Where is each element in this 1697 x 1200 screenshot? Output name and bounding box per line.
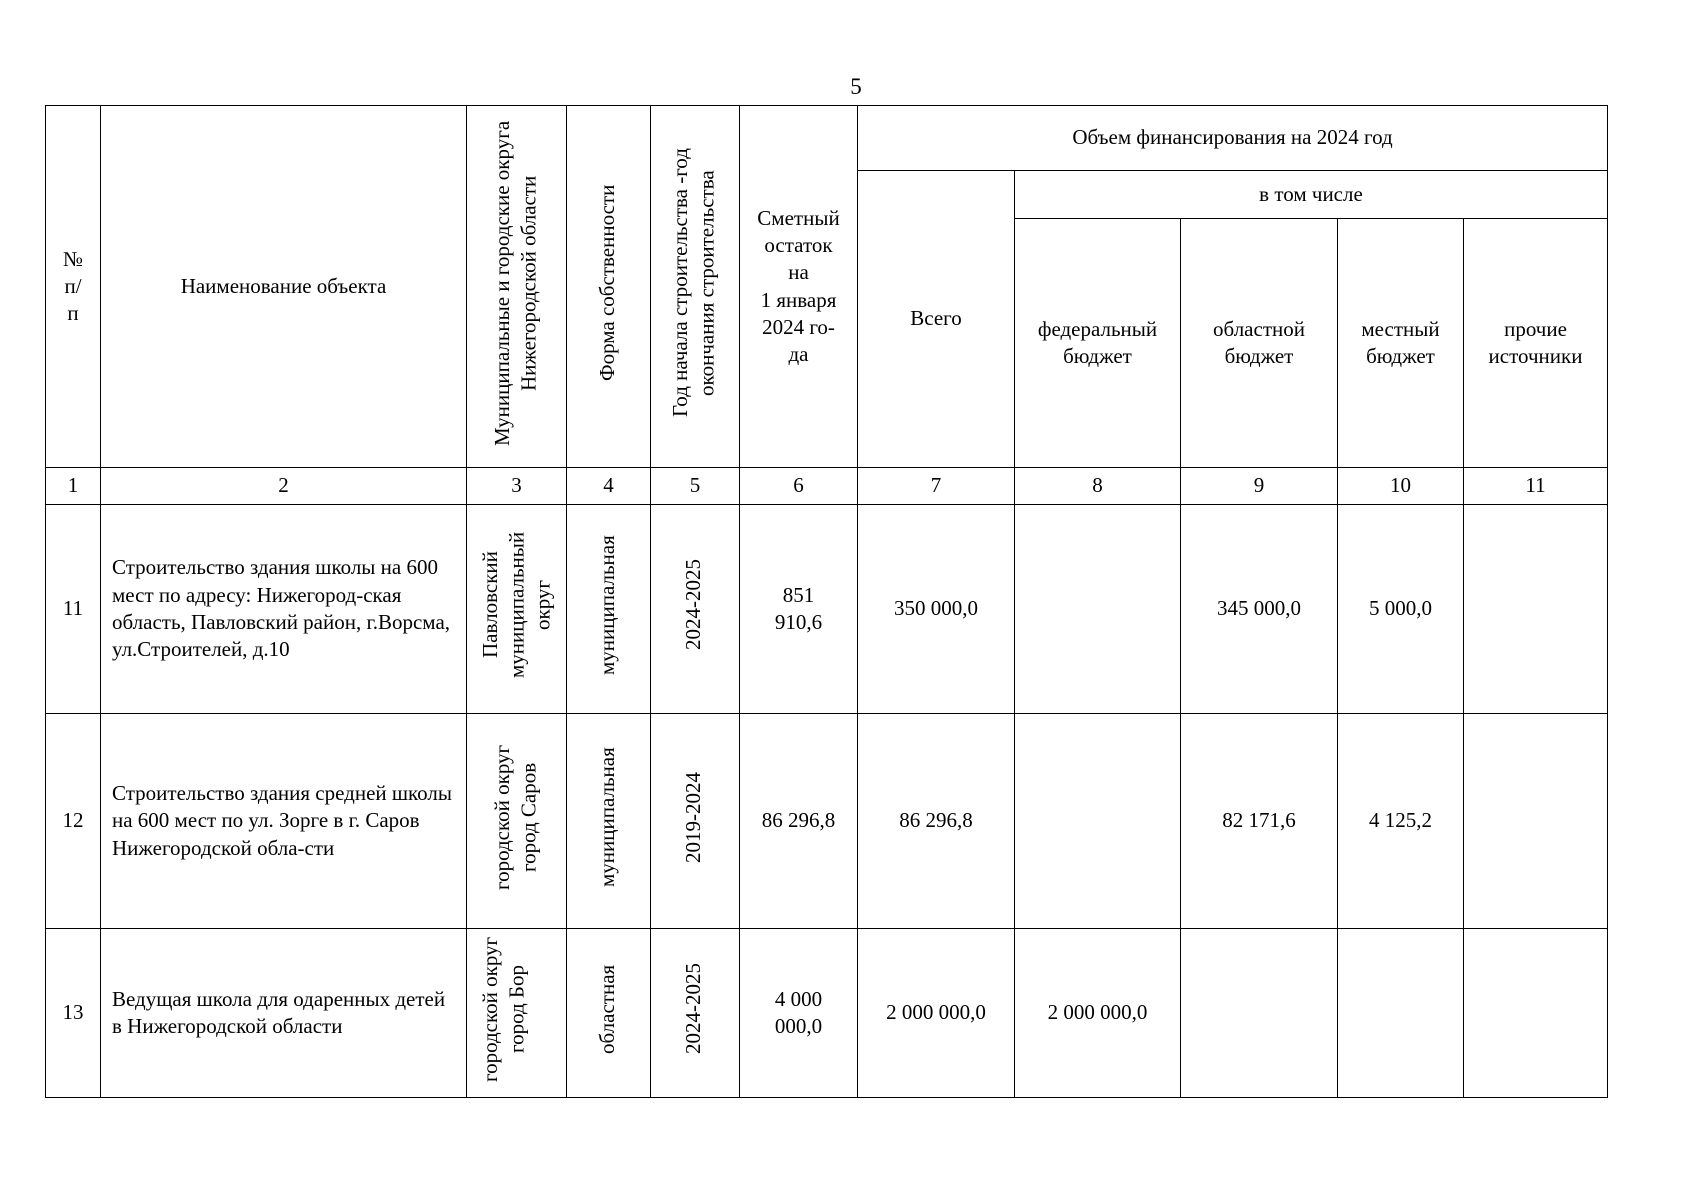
years-cell [651, 505, 740, 714]
district: Павловский муниципальный округ [477, 532, 554, 679]
header-federal-line2: бюджет [1063, 344, 1132, 368]
header-other [1464, 219, 1608, 468]
header-balance-line4: 1 января [760, 287, 837, 312]
header-object-name [101, 106, 467, 468]
header-total-text: Всего [910, 306, 962, 331]
balance-cell [740, 929, 858, 1098]
regional: 345 000,0 [1181, 505, 1338, 714]
header-balance-line6: да [788, 342, 809, 367]
header-balance-line1: Сметный [757, 205, 840, 230]
district-cell [467, 929, 567, 1098]
object-name: Ведущая школа для одаренных детей в Нижегородской области [101, 929, 467, 1098]
header-number-sign: № [62, 246, 84, 271]
district-cell [467, 505, 567, 714]
header-object-name-text: Наименование объекта [180, 273, 387, 298]
balance-line1: 851 [782, 582, 815, 607]
column-number: 3 [467, 468, 567, 505]
years: 2024-2025 [681, 559, 705, 651]
object-name: Строительство здания школы на 600 мест по адресу: Нижегород-ская область, Павловский район, г.Ворсма, ул.Строителей, д.10 [101, 505, 467, 714]
financing-table [45, 105, 1608, 1098]
district: городской округ город Бор [477, 936, 528, 1082]
header-row-number [46, 106, 101, 468]
years: 2019-2024 [681, 771, 705, 863]
federal: 2 000 000,0 [1015, 929, 1181, 1098]
header-estimate-balance [740, 106, 858, 468]
other [1464, 505, 1608, 714]
header-other-line1: прочие [1504, 316, 1567, 341]
header-funding [858, 106, 1608, 171]
other [1464, 929, 1608, 1098]
column-number: 4 [567, 468, 651, 505]
years-cell [651, 714, 740, 929]
balance-line2: 000,0 [774, 1014, 823, 1038]
other [1464, 714, 1608, 929]
ownership-cell [567, 714, 651, 929]
header-pp-part2: п [67, 301, 79, 326]
header-districts-text: Муниципальные и городские округа Нижегородской области [489, 120, 540, 446]
table-row [46, 505, 1608, 714]
column-numbers-row [46, 468, 1608, 505]
header-ownership-text: Форма собственности [594, 184, 619, 382]
local: 5 000,0 [1338, 505, 1464, 714]
table-row [46, 929, 1608, 1098]
object-name: Строительство здания средней школы на 600 мест по ул. Зорге в г. Саров Нижегородской обла-сти [101, 714, 467, 929]
header-federal [1015, 219, 1181, 468]
balance-line2: 910,6 [774, 610, 823, 634]
federal [1015, 505, 1181, 714]
years-cell [651, 929, 740, 1098]
column-number: 5 [651, 468, 740, 505]
header-construction-years [651, 106, 740, 468]
row-number: 12 [46, 714, 101, 929]
column-number: 9 [1181, 468, 1338, 505]
district: городской округ город Саров [489, 744, 540, 890]
header-regional-line2: бюджет [1224, 344, 1294, 368]
ownership-cell [567, 929, 651, 1098]
header-including [1015, 171, 1608, 219]
header-construction-years-text: Год начала строительства -год окончания строительства [668, 148, 719, 418]
header-including-text: в том числе [1259, 181, 1363, 206]
header-local-line2: бюджет [1366, 344, 1435, 368]
district-cell [467, 714, 567, 929]
ownership-cell [567, 505, 651, 714]
balance-cell [740, 714, 858, 929]
federal [1015, 714, 1181, 929]
column-number: 7 [858, 468, 1015, 505]
header-balance-line5: 2024 го- [762, 314, 835, 339]
header-regional [1181, 219, 1338, 468]
header-federal-line1: федеральный [1037, 316, 1158, 341]
total: 86 296,8 [858, 714, 1015, 929]
regional [1181, 929, 1338, 1098]
balance-cell [740, 505, 858, 714]
column-number: 10 [1338, 468, 1464, 505]
ownership: муниципальная [594, 747, 619, 888]
balance-line1: 86 296,8 [761, 808, 836, 833]
header-pp-part1: п/ [64, 273, 82, 298]
local: 4 125,2 [1338, 714, 1464, 929]
header-local-line1: местный [1361, 316, 1440, 341]
ownership: муниципальная [594, 535, 619, 676]
row-number: 11 [46, 505, 101, 714]
years: 2024-2025 [681, 963, 705, 1055]
local [1338, 929, 1464, 1098]
header-other-line2: источники [1488, 344, 1583, 368]
header-balance-line2: остаток [764, 232, 833, 257]
column-number: 1 [46, 468, 101, 505]
regional: 82 171,6 [1181, 714, 1338, 929]
header-balance-line3: на [788, 260, 809, 285]
page-number: 5 [850, 74, 862, 99]
header-funding-text: Объем финансирования на 2024 год [1072, 125, 1393, 150]
column-number: 11 [1464, 468, 1608, 505]
ownership: областная [594, 964, 619, 1054]
balance-line1: 4 000 [774, 986, 823, 1011]
table-row [46, 714, 1608, 929]
header-total [858, 171, 1015, 468]
column-number: 8 [1015, 468, 1181, 505]
header-districts [467, 106, 567, 468]
column-number: 2 [101, 468, 467, 505]
total: 2 000 000,0 [858, 929, 1015, 1098]
header-ownership [567, 106, 651, 468]
header-regional-line1: областной [1213, 316, 1305, 341]
row-number: 13 [46, 929, 101, 1098]
column-number: 6 [740, 468, 858, 505]
header-local [1338, 219, 1464, 468]
total: 350 000,0 [858, 505, 1015, 714]
